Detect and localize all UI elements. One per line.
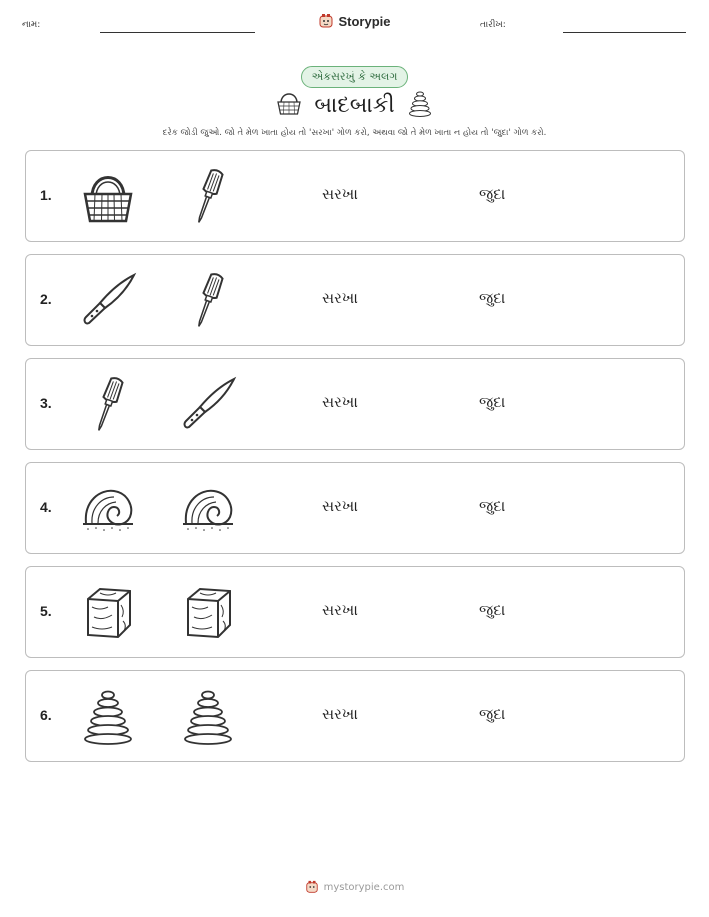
storypie-mascot-icon xyxy=(305,880,319,894)
basket-icon xyxy=(78,167,138,227)
stacked-stones-icon xyxy=(405,88,435,118)
knife-icon xyxy=(178,375,238,435)
question-number: 6. xyxy=(40,707,52,723)
different-option[interactable]: જુદા xyxy=(479,185,506,203)
snail-shell-icon xyxy=(78,479,138,539)
footer-site-link[interactable]: mystorypie.com xyxy=(323,881,405,893)
question-row-5 xyxy=(25,566,685,658)
basket-icon xyxy=(274,88,304,118)
question-row-1 xyxy=(25,150,685,242)
name-line[interactable] xyxy=(100,32,255,33)
question-row-2 xyxy=(25,254,685,346)
question-row-6 xyxy=(25,670,685,762)
question-number: 3. xyxy=(40,395,52,411)
screwdriver-icon xyxy=(178,167,238,227)
wood-cube-icon xyxy=(78,583,138,643)
question-row-3 xyxy=(25,358,685,450)
same-option[interactable]: સરખા xyxy=(322,185,358,203)
wood-cube-icon xyxy=(178,583,238,643)
question-row-4 xyxy=(25,462,685,554)
different-option[interactable]: જુદા xyxy=(479,393,506,411)
footer xyxy=(0,880,709,894)
question-number: 5. xyxy=(40,603,52,619)
same-option[interactable]: સરખા xyxy=(322,705,358,723)
different-option[interactable]: જુદા xyxy=(479,289,506,307)
same-option[interactable]: સરખા xyxy=(322,497,358,515)
knife-icon xyxy=(78,271,138,331)
screwdriver-icon xyxy=(78,375,138,435)
date-line[interactable] xyxy=(563,32,686,33)
title-basket-icon xyxy=(274,88,304,122)
question-number: 1. xyxy=(40,187,52,203)
date-label: તારીખ: xyxy=(480,20,506,30)
question-number: 4. xyxy=(40,499,52,515)
brand-logo xyxy=(0,13,709,29)
stacked-stones-icon xyxy=(178,687,238,747)
brand-name: Storypie xyxy=(338,13,391,29)
page-title: બાદબાકી xyxy=(314,92,395,118)
different-option[interactable]: જુદા xyxy=(479,705,506,723)
screwdriver-icon xyxy=(178,271,238,331)
storypie-mascot-icon xyxy=(318,13,334,29)
same-option[interactable]: સરખા xyxy=(322,289,358,307)
name-label: નામ: xyxy=(22,20,41,30)
stacked-stones-icon xyxy=(78,687,138,747)
snail-shell-icon xyxy=(178,479,238,539)
question-number: 2. xyxy=(40,291,52,307)
worksheet-badge: એકસરખું કે અલગ xyxy=(301,66,409,88)
different-option[interactable]: જુદા xyxy=(479,601,506,619)
different-option[interactable]: જુદા xyxy=(479,497,506,515)
same-option[interactable]: સરખા xyxy=(322,601,358,619)
same-option[interactable]: સરખા xyxy=(322,393,358,411)
instructions-text: દરેક જોડી જુઓ. જો તે મેળ ખાતા હોય તો 'સરખા' ગોળ કરો, અથવા જો તે મેળ ખાતા ન હોય તો 'જુદા' ગોળ કરો. xyxy=(162,128,547,138)
title-stones-icon xyxy=(405,88,435,122)
